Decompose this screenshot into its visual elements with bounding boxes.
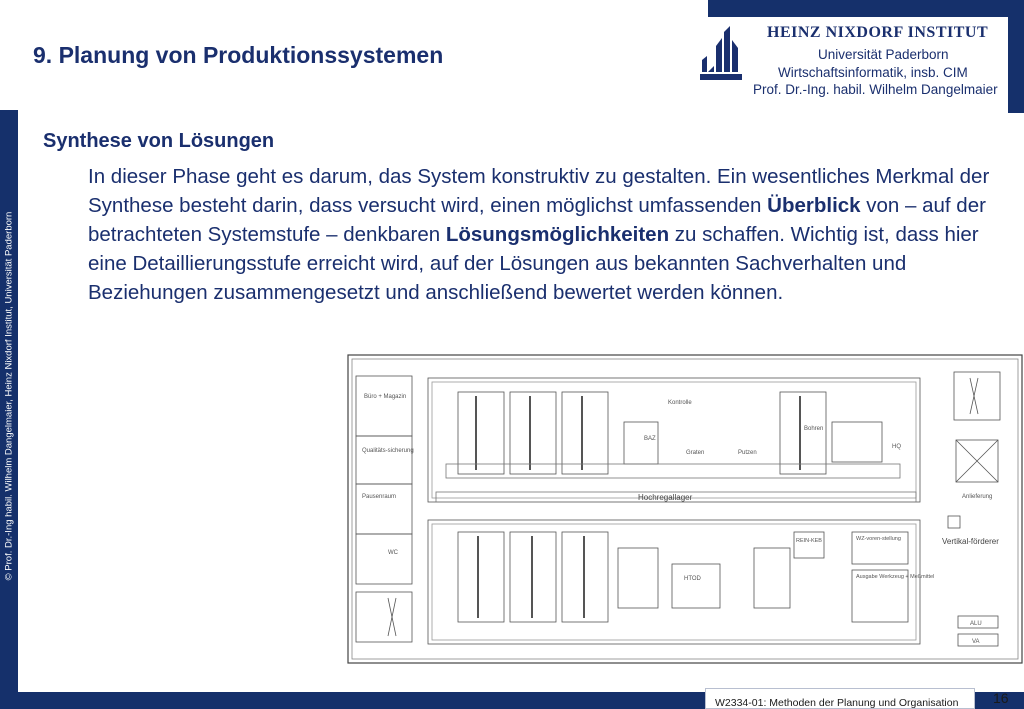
institute-university: Universität Paderborn bbox=[818, 47, 949, 62]
label-wz: WZ-voren-stellung bbox=[856, 536, 901, 542]
label-va: VA bbox=[972, 639, 980, 645]
section-heading: Synthese von Lösungen bbox=[43, 130, 275, 152]
room-label-qs: Qualitäts-sicherung bbox=[362, 448, 414, 454]
institute-logo-icon bbox=[700, 26, 742, 80]
para-text-3: zu schaffen. Wichtig ist, dass hier eine Detaillierungsstufe erreicht wird, auf der Lösungen aus bekannten Sachverhalten und Beziehungen zusammengesetzt und anschließend bewertet werden können. bbox=[88, 223, 979, 304]
label-anlieferung: Anlieferung bbox=[962, 494, 993, 500]
header-accent-bar bbox=[708, 0, 1024, 17]
institute-name: HEINZ NIXDORF INSTITUT bbox=[767, 24, 989, 41]
label-graten: Graten bbox=[686, 450, 705, 456]
label-alu: ALU bbox=[970, 621, 982, 627]
page-number: 16 bbox=[993, 690, 1009, 706]
label-putzen: Putzen bbox=[738, 450, 757, 456]
label-hochregallager: Hochregallager bbox=[638, 493, 693, 502]
label-baz: BAZ bbox=[644, 436, 656, 442]
copyright-text: © Prof. Dr.-Ing habil. Wilhelm Dangelmaier, Heinz Nixdorf Institut, Universität Paderborn bbox=[3, 211, 15, 581]
footer-course: W2334-01: Methoden der Planung und Organisation bbox=[715, 697, 959, 709]
slide-title: 9. Planung von Produktionssystemen bbox=[33, 42, 444, 68]
right-accent-bar bbox=[1008, 17, 1024, 113]
label-rein: REIN-KEB bbox=[796, 538, 822, 544]
para-text-1: In dieser Phase geht es darum, das System konstruktiv zu gestalten. Ein wesentliches Merkmal der Synthese besteht darin, dass versucht wird, einen möglichst umfassenden bbox=[88, 165, 990, 217]
label-hq: HQ bbox=[892, 444, 901, 450]
factory-floor-plan bbox=[318, 352, 1024, 666]
label-vertikalfoerderer: Vertikal-förderer bbox=[942, 537, 999, 546]
body-paragraph bbox=[88, 162, 1006, 307]
label-htod: HTOD bbox=[684, 576, 701, 582]
room-label-buero: Büro + Magazin bbox=[364, 394, 407, 400]
institute-professor: Prof. Dr.-Ing. habil. Wilhelm Dangelmaier bbox=[753, 82, 998, 97]
institute-department: Wirtschaftsinformatik, insb. CIM bbox=[778, 65, 968, 80]
label-bohren: Bohren bbox=[804, 426, 824, 432]
room-label-pause: Pausenraum bbox=[362, 494, 397, 500]
para-bold-loesungsmoeglichkeiten: Lösungsmöglichkeiten bbox=[445, 223, 670, 246]
label-ausgabe: Ausgabe Werkzeug + Meßmittel bbox=[856, 574, 935, 580]
para-text-2: von – auf der betrachteten Systemstufe – denkbaren bbox=[88, 194, 986, 246]
room-label-wc: WC bbox=[388, 550, 398, 556]
label-kontrolle: Kontrolle bbox=[668, 400, 692, 406]
para-bold-ueberblick: Überblick bbox=[767, 194, 861, 217]
